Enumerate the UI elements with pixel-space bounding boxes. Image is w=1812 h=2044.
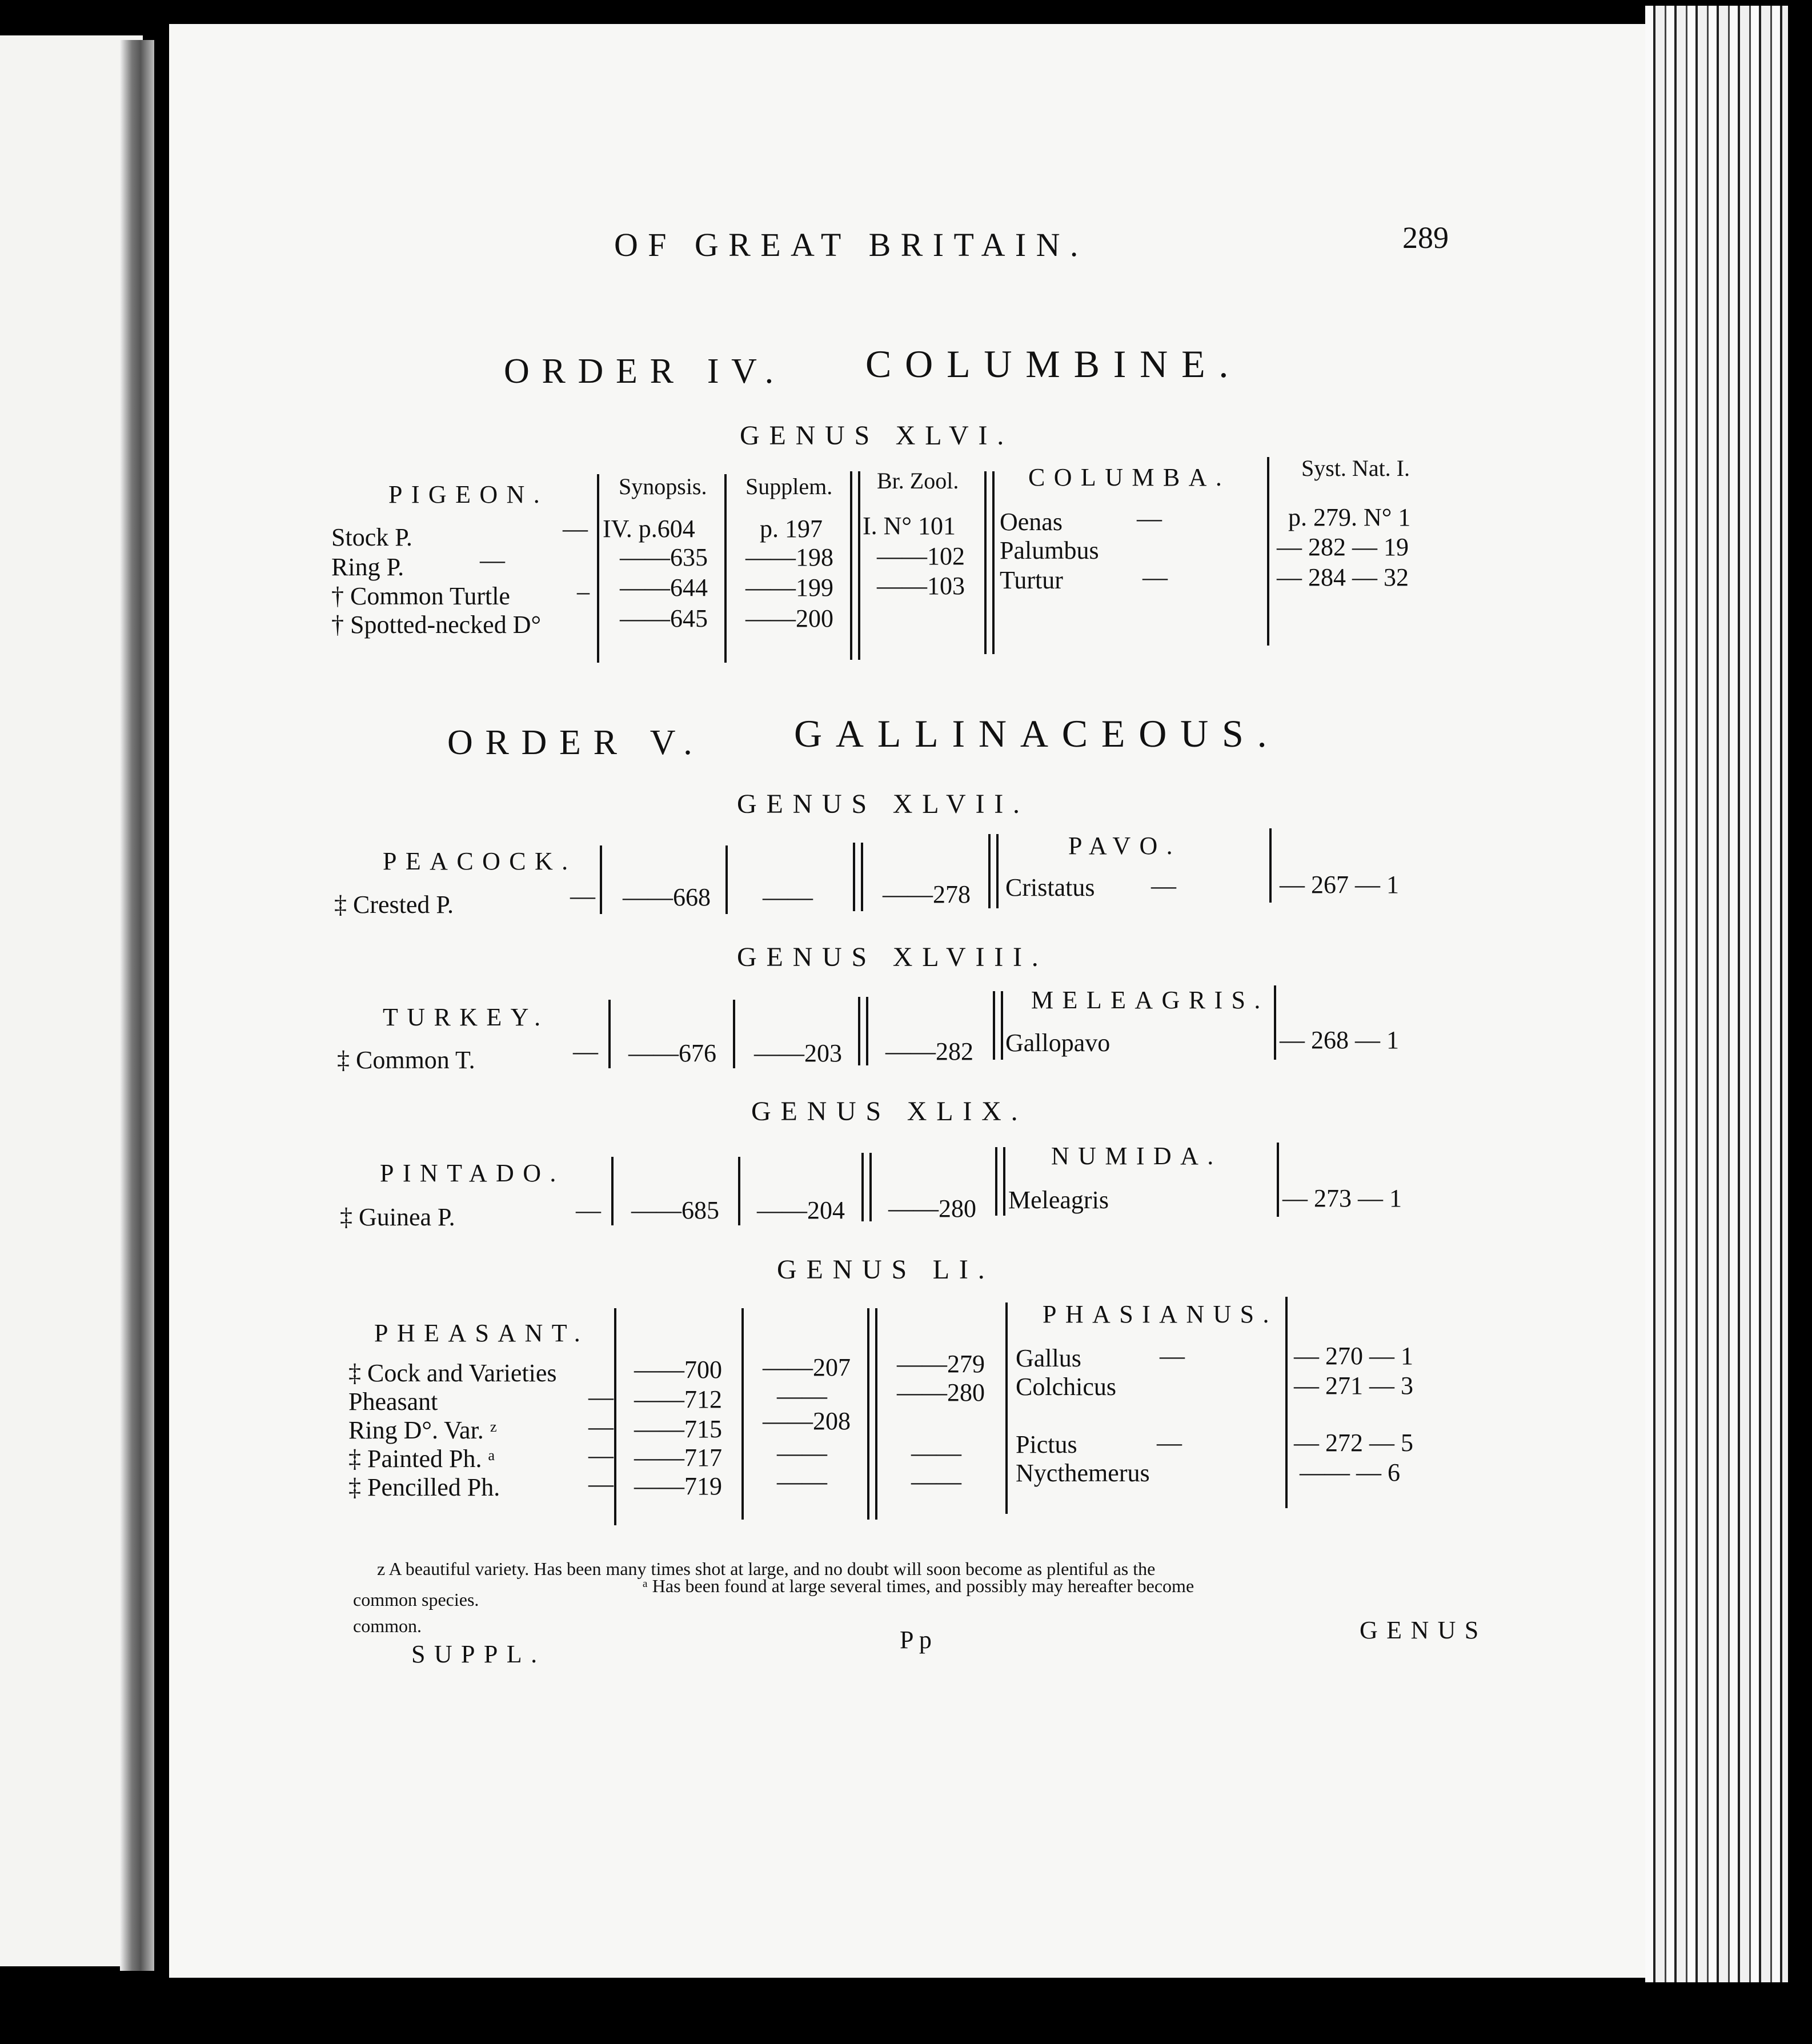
- column-double-rule: [995, 1147, 1005, 1216]
- row-supplem: ——199: [745, 574, 833, 602]
- row-dash: —: [588, 1470, 614, 1498]
- row-supplem: ——: [777, 1468, 827, 1496]
- column-double-rule: [988, 834, 999, 908]
- row-brzool: ——103: [877, 572, 965, 600]
- catchword-left: SUPPL.: [411, 1640, 546, 1668]
- row-syst: — 270 — 1: [1294, 1342, 1413, 1370]
- row-dash: —: [573, 1037, 598, 1065]
- genus-xlvii-label: GENUS XLVII.: [737, 789, 1029, 819]
- column-rule: [1285, 1297, 1288, 1508]
- column-rule: [1274, 985, 1276, 1060]
- catchword-right: GENUS: [1360, 1616, 1488, 1644]
- signature-mark: P p: [900, 1626, 932, 1654]
- row-synopsis: ——715: [634, 1415, 722, 1443]
- column-rule: [1269, 828, 1272, 903]
- row-synopsis: ——635: [620, 543, 708, 571]
- row-brzool: I. N° 101: [863, 512, 956, 540]
- col-syst-header: Syst. Nat. I.: [1301, 455, 1410, 481]
- row-supplem: ——207: [763, 1353, 851, 1381]
- latin-genus-numida: NUMIDA.: [1051, 1142, 1222, 1170]
- row-supplem: ——: [777, 1439, 827, 1467]
- row-dash: —: [588, 1413, 614, 1441]
- latin-genus-phasianus: PHASIANUS.: [1043, 1300, 1278, 1328]
- row-latin: Cristatus: [1005, 873, 1095, 901]
- row-latin: Oenas: [1000, 508, 1063, 536]
- english-genus-turkey: TURKEY.: [383, 1003, 550, 1031]
- row-dash: —: [588, 1383, 614, 1411]
- column-double-rule: [850, 471, 860, 660]
- row-syst: p. 279. N° 1: [1288, 503, 1411, 531]
- column-rule: [724, 474, 727, 663]
- genus-xlix-label: GENUS XLIX.: [751, 1096, 1028, 1127]
- row-syst: — 284 — 32: [1277, 563, 1409, 591]
- column-rule: [1005, 1302, 1008, 1514]
- row-brzool: ——: [911, 1468, 961, 1496]
- col-supplem-header: Supplem.: [745, 474, 833, 499]
- column-rule: [741, 1308, 744, 1520]
- column-double-rule: [853, 843, 863, 911]
- row-latin: Colchicus: [1016, 1373, 1116, 1401]
- row-supplem: ——198: [745, 543, 833, 571]
- row-latin: Nycthemerus: [1016, 1459, 1150, 1487]
- row-latin: Meleagris: [1008, 1186, 1109, 1214]
- genus-li-label: GENUS LI.: [777, 1255, 995, 1285]
- column-rule: [1267, 457, 1269, 646]
- row-latin: Palumbus: [1000, 536, 1099, 564]
- order-iv-label: ORDER IV.: [504, 352, 786, 391]
- order-v-name: GALLINACEOUS.: [794, 712, 1281, 755]
- row-synopsis: ——685: [631, 1196, 719, 1224]
- column-rule: [733, 1000, 735, 1068]
- col-synopsis-header: Synopsis.: [619, 474, 707, 499]
- column-double-rule: [993, 991, 1003, 1060]
- row-dash: —: [480, 546, 505, 574]
- column-double-rule: [867, 1308, 877, 1520]
- row-supplem: ——: [777, 1382, 827, 1410]
- column-double-rule: [984, 471, 995, 654]
- row-supplem: ——204: [757, 1196, 845, 1224]
- row-brzool: ——: [911, 1439, 961, 1467]
- english-genus-pintado: PINTADO.: [380, 1159, 565, 1187]
- column-double-rule: [861, 1153, 872, 1221]
- row-name: ‡ Pencilled Ph.: [348, 1473, 500, 1501]
- row-syst: — 272 — 5: [1294, 1429, 1413, 1457]
- row-brzool: ——102: [877, 542, 965, 570]
- page-edges: [1645, 6, 1788, 1982]
- row-syst: — 282 — 19: [1277, 533, 1409, 561]
- row-brzool: ——279: [897, 1350, 985, 1378]
- row-name: Ring D°. Var. ᶻ: [348, 1416, 497, 1444]
- row-dash: —: [563, 515, 588, 543]
- english-genus-pigeon: PIGEON.: [388, 480, 549, 508]
- page-number: 289: [1402, 221, 1449, 255]
- row-synopsis: ——676: [628, 1039, 716, 1067]
- row-supplem: ——208: [763, 1407, 851, 1435]
- row-syst: — 273 — 1: [1282, 1184, 1402, 1212]
- latin-genus-columba: COLUMBA.: [1028, 463, 1231, 491]
- row-syst: — 271 — 3: [1294, 1372, 1413, 1400]
- row-name: Stock P.: [331, 523, 412, 551]
- column-rule: [725, 845, 728, 914]
- row-name: ‡ Guinea P.: [340, 1203, 455, 1231]
- genus-xlviii-label: GENUS XLVIII.: [737, 942, 1048, 972]
- row-synopsis: ——712: [634, 1385, 722, 1413]
- row-brzool: ——280: [888, 1195, 976, 1223]
- row-latin-dash: —: [1160, 1342, 1185, 1370]
- row-supplem: ——200: [745, 604, 833, 632]
- row-synopsis: ——717: [634, 1444, 722, 1472]
- row-brzool: ——280: [897, 1378, 985, 1406]
- column-double-rule: [858, 997, 868, 1065]
- footnote-z-line1: z A beautiful variety. Has been many times shot at large, and no doubt will soon become as plentiful as the: [377, 1558, 1156, 1579]
- col-brzool-header: Br. Zool.: [877, 468, 959, 494]
- column-rule: [614, 1308, 616, 1525]
- row-latin: Gallus: [1016, 1344, 1081, 1372]
- row-latin-dash: —: [1142, 563, 1168, 591]
- row-supplem: p. 197: [760, 515, 823, 543]
- order-iv-name: COLUMBINE.: [865, 342, 1242, 386]
- row-latin: Pictus: [1016, 1430, 1077, 1458]
- row-latin-dash: —: [1151, 872, 1176, 900]
- latin-genus-meleagris: MELEAGRIS.: [1031, 986, 1269, 1014]
- row-dash: —: [576, 1196, 601, 1224]
- column-rule: [1277, 1143, 1279, 1217]
- row-syst: — 267 — 1: [1280, 871, 1399, 899]
- column-rule: [597, 474, 599, 663]
- row-name: ‡ Painted Ph. ᵃ: [348, 1445, 495, 1473]
- book-gutter: [120, 40, 154, 1971]
- row-name: ‡ Crested P.: [334, 891, 454, 919]
- row-name: Pheasant: [348, 1388, 438, 1416]
- row-syst: —— — 6: [1300, 1458, 1400, 1486]
- row-dash: —: [570, 882, 595, 910]
- row-supplem: ——203: [754, 1039, 842, 1067]
- row-supplem: ——: [763, 883, 813, 911]
- row-synopsis: ——644: [620, 574, 708, 602]
- row-name: Ring P.: [331, 553, 404, 581]
- english-genus-pheasant: PHEASANT.: [374, 1319, 590, 1347]
- row-synopsis: ——645: [620, 604, 708, 632]
- running-title: OF GREAT BRITAIN.: [614, 226, 1088, 263]
- latin-genus-pavo: PAVO.: [1068, 832, 1182, 860]
- column-rule: [611, 1157, 614, 1225]
- book-page: [169, 24, 1666, 1978]
- column-rule: [738, 1157, 740, 1225]
- row-synopsis: ——719: [634, 1472, 722, 1500]
- row-dash: —: [588, 1441, 614, 1469]
- footnote-z-line2: common species.: [353, 1589, 479, 1610]
- row-name: ‡ Cock and Varieties: [348, 1359, 557, 1387]
- row-syst: — 268 — 1: [1280, 1026, 1399, 1054]
- footnote-a-line3: common.: [353, 1616, 422, 1636]
- row-name: ‡ Common T.: [337, 1046, 475, 1074]
- row-latin: Turtur: [1000, 566, 1063, 594]
- row-latin-dash: —: [1157, 1429, 1182, 1457]
- row-latin-dash: —: [1137, 504, 1162, 532]
- column-rule: [600, 845, 602, 914]
- row-name: † Spotted-necked D°: [331, 611, 542, 639]
- footnote-a-line2: ᵃ Has been found at large several times, and possibly may hereafter become: [643, 1576, 1194, 1596]
- english-genus-peacock: PEACOCK.: [383, 847, 577, 875]
- row-brzool: ——282: [885, 1037, 973, 1065]
- row-synopsis: ——668: [623, 883, 711, 911]
- row-synopsis: ——700: [634, 1356, 722, 1384]
- row-latin: Gallopavo: [1005, 1029, 1111, 1057]
- row-name: † Common Turtle: [331, 582, 510, 610]
- row-dash: –: [577, 578, 590, 606]
- row-synopsis: IV. p.604: [603, 515, 695, 543]
- column-rule: [608, 1000, 611, 1068]
- order-v-label: ORDER V.: [447, 723, 705, 762]
- row-brzool: ——278: [883, 880, 971, 908]
- genus-xlvi-label: GENUS XLVI.: [740, 420, 1014, 451]
